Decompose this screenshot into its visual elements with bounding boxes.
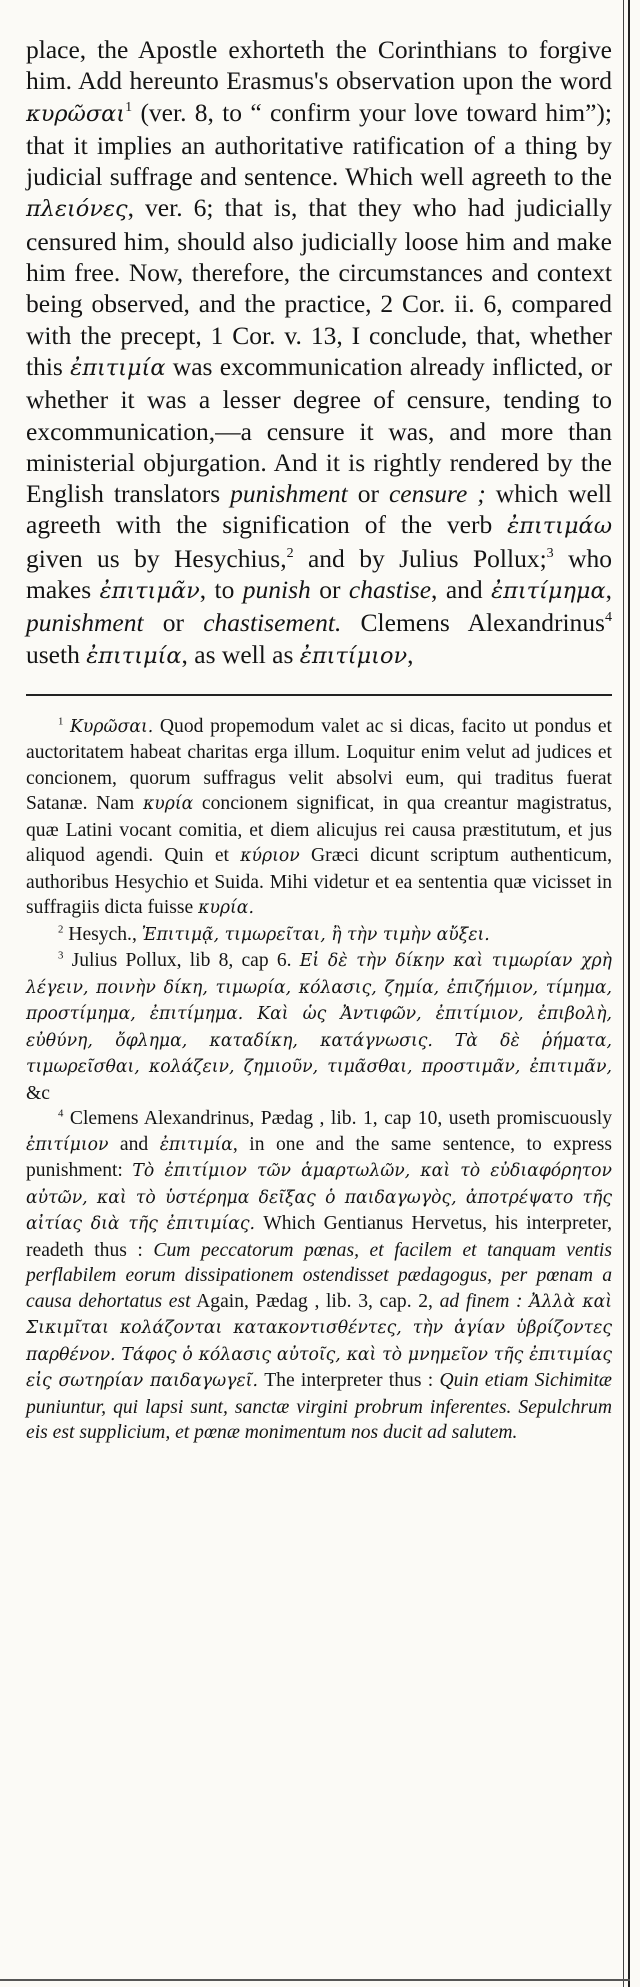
text-run: ,	[605, 575, 612, 605]
text-run: ,	[407, 639, 414, 669]
italic-word: chastisement.	[203, 608, 342, 638]
greek-quote: Τὸ ἐπιτίμιον τῶν ἁμαρτωλῶν, καὶ τὸ εὐδιαφόρητον αὐτῶν, καὶ τὸ ὑστέρημα δεῖξας ὁ παιδαγωγὸς, ἀποτρέψατο τῆς αἰτίας διὰ τῆς ἐπιτιμίας.	[26, 1161, 613, 1235]
text-run: &c	[26, 1082, 50, 1104]
text-run: which well agreeth with the signification of the verb	[26, 479, 612, 540]
text-run: , as well as	[181, 639, 300, 669]
text-run: Clemens Alexandrinus, Pædag , lib. 1, cap 10, useth promiscuously	[63, 1108, 612, 1130]
footnote-ref-4[interactable]: 4	[604, 610, 612, 626]
greek-word: κύριον	[240, 846, 300, 867]
latin-quote: Quin etiam Sichimitæ puniuntur, qui lapsi sunt, sanctæ virgini probrum inferentes. Sepulchrum eis est supplicium, et pœnæ monimentum nos ducit ad salutem.	[26, 1370, 612, 1444]
greek-word: Κυρῶσαι.	[70, 716, 154, 737]
text-run: , to	[199, 575, 243, 605]
text-run: or	[310, 575, 349, 605]
greek-word: ἐπιτιμία	[70, 354, 166, 381]
greek-word: κυρία	[142, 794, 194, 815]
text-run: Quod propemodum valet ac si dicas, facito ut pondus et auctoritatem habeat charitas erga illum. Loquitur enim velut ad judices et concionem, quorum suffragus velit absolvi eum, qui traditus fuerat Satanæ. Nam	[26, 715, 612, 815]
text-run: Græci dicunt scriptum authenticum, authoribus Hesychio et Suida. Mihi videtur et ea sententia quæ vicisset in suffragiis dicta fuisse	[26, 845, 612, 919]
footnote-3	[26, 948, 612, 1106]
footnote-ref-1[interactable]: 1	[125, 99, 133, 115]
greek-word: ἐπιτιμία	[86, 642, 182, 669]
text-run: (ver. 8, to “ confirm your love toward him”); that it implies an authoritative ratification of a thing by judicial suffrage and sentence. Which well agreeth to the	[26, 97, 612, 192]
footnote-ref-2[interactable]: 2	[286, 545, 294, 561]
text-run: given us by Hesychius,	[26, 543, 287, 573]
greek-quote: Εἰ δὲ τὴν δίκην καὶ τιμωρίαν χρὴ λέγειν, ποινὴν δίκη, τιμωρία, κόλασις, ζημία, ἐπιζήμιον, τίμημα, προστίμημα, ἐπιτίμημα. Καὶ ὡς Ἀντιφῶν, ἐπιτίμιον, ἐπιβολὴ, εὐθύνη, ὄφλημα, καταδίκη, κατάγνωσις.	[26, 951, 612, 1051]
latin-quote: Cum peccatorum pœnas, et facilem et tanquam ventis perflabilem eorum dissipationem ostendisset pædagogus, per pœnam a causa dehortatus est	[26, 1239, 612, 1312]
greek-word: ἐπιτίμιον	[299, 642, 408, 669]
text-run: Which Gentianus Hervetus, his interpreter, readeth thus :	[26, 1213, 612, 1261]
text-run: Hesych.,	[63, 923, 142, 945]
text-run: concionem significat, in qua creantur magistratus, quæ Latini vocant comitia, et diem alicujus rei causa præstitutum, et jus aliquod agendi. Quin et	[26, 793, 612, 867]
text-run: Julius Pollux, lib 8, cap 6.	[63, 950, 300, 972]
page-content	[26, 34, 612, 1446]
text-run: or	[143, 608, 204, 638]
text-run: or	[347, 479, 389, 509]
text-run: , in one and the same sentence, to express punishment:	[26, 1133, 612, 1182]
footnote-1	[26, 714, 612, 922]
text-run: , ver. 6; that is, that they who had judicially censured him, should also judicially loose him and make him free. Now, therefore, the circumstances and context being observed, and the practice, 2 Cor. ii. 6, compared with the precept, 1 Cor. v. 13, I conclude, that, whether this	[26, 193, 612, 381]
footnotes	[26, 714, 612, 1446]
text-run: and by Julius Pollux;	[293, 543, 547, 573]
greek-word: ἐπιτιμάω	[507, 513, 612, 540]
margin-rule-outer	[628, 0, 630, 1987]
main-text	[26, 34, 612, 672]
text-run: was excommunication already inflicted, or whether it was a lesser degree of censure, tending to excommunication,—a censure it was, and more than ministerial objurgation. And it is rightly rendered by the English translators	[26, 351, 613, 509]
text-run: Again, Pædag , lib. 3, cap. 2,	[190, 1290, 440, 1312]
italic-word: punishment	[26, 608, 144, 638]
italic-word: chastise	[348, 575, 432, 605]
footnote-separator	[26, 694, 612, 696]
greek-word: ἐπιτίμημα	[491, 578, 606, 605]
greek-word: ἐπιτιμᾶν	[99, 578, 200, 605]
footnote-number: 3	[58, 949, 64, 962]
footnote-number: 2	[58, 923, 64, 936]
greek-word: πλειόνες	[26, 196, 128, 223]
greek-word: κυρῶσαι	[26, 100, 126, 127]
greek-quote: Ἐπιτιμᾷ, τιμωρεῖται, ἢ τὴν τιμὴν αὔξει.	[141, 924, 490, 945]
italic-word: censure ;	[388, 479, 486, 509]
greek-quote: Ἀλλὰ καὶ Σικιμῖται κολάζονται κατακοντισθέντες, τὴν ἁγίαν ὑβρίζοντες παρθένον. Τάφος ὁ κόλασις αὐτοῖς, καὶ τὸ μνημεῖον τῆς ἐπιτιμίας εἰς σωτηρίαν παιδαγωγεῖ.	[26, 1291, 613, 1392]
text-run: , and	[431, 575, 492, 605]
footnote-ref-3[interactable]: 3	[546, 545, 554, 561]
footnote-4	[26, 1106, 612, 1446]
main-paragraph	[26, 34, 612, 672]
text-run: place, the Apostle exhorteth the Corinthians to forgive him. Add hereunto Erasmus's observation upon the word	[26, 35, 612, 96]
text-run: and	[108, 1133, 160, 1155]
footnote-number: 1	[58, 715, 64, 728]
footnote-2	[26, 922, 612, 949]
footnote-number: 4	[58, 1107, 64, 1120]
greek-quote: Τὰ δὲ ῥήματα, τιμωρεῖσθαι, κολάζειν, ζημιοῦν, τιμᾶσθαι, προστιμᾶν, ἐπιτιμᾶν,	[26, 1030, 612, 1078]
margin-rule-inner	[623, 0, 624, 1987]
italic-word: punishment	[230, 479, 348, 509]
text-run: Clemens Alexandrinus	[341, 608, 605, 638]
text-run: The interpreter thus :	[257, 1370, 440, 1392]
text-run: who makes	[26, 543, 612, 605]
italic-word: punish	[242, 575, 311, 605]
italic-word: ad finem :	[439, 1290, 523, 1312]
greek-word: κυρία.	[198, 898, 254, 919]
greek-word: ἐπιτίμιον	[26, 1134, 109, 1155]
greek-word: ἐπιτιμία	[159, 1134, 233, 1155]
text-run: useth	[26, 639, 87, 669]
text-run	[433, 1030, 455, 1051]
bottom-rule	[0, 1979, 630, 1981]
